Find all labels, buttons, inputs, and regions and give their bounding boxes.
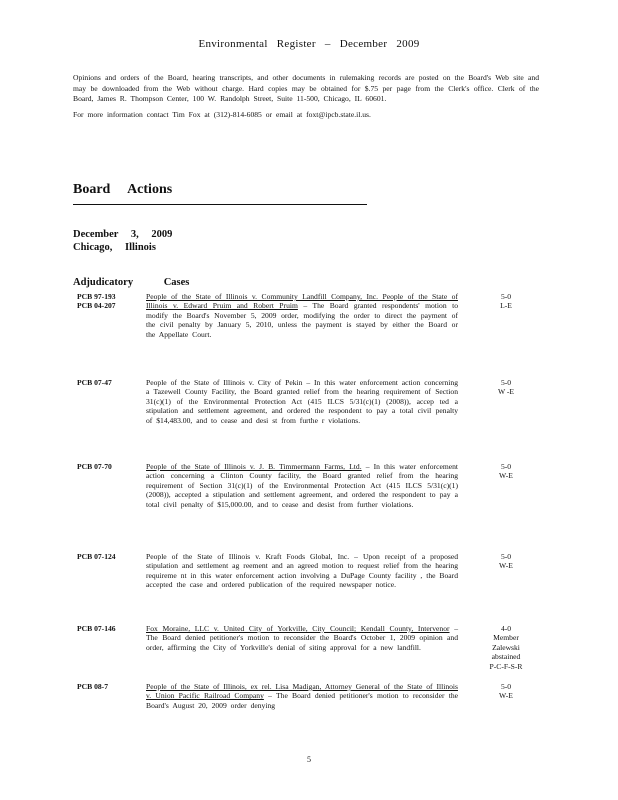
vote-line: 5-0 — [500, 462, 512, 471]
vote-line: Zalewski — [492, 642, 520, 652]
meeting-date: December 3, 2009 — [73, 229, 173, 240]
vote-line: W -E — [497, 387, 515, 397]
case-number: PCB 08-7 — [77, 682, 109, 691]
vote-line: P-C-F-S-R — [489, 661, 523, 671]
cases-heading: Adjudicatory Cases — [73, 277, 190, 288]
case-description — [146, 682, 458, 710]
case-entry — [73, 682, 543, 722]
vote-block — [463, 682, 549, 701]
section-title: Board Actions — [73, 182, 173, 197]
case-entry — [73, 378, 543, 462]
vote-block — [463, 462, 549, 481]
case-number: PCB 07-124 — [77, 552, 116, 561]
page-number: 5 — [307, 755, 311, 764]
vote-line: abstained — [491, 652, 521, 662]
case-number: PCB 07-146 — [77, 624, 116, 633]
case-title: People of the State of Illinois, ex rel. Lisa Madigan, Attorney General of the State of Illinois v. Union Pacific Railroad Company — [146, 682, 458, 701]
case-number: PCB 07-47 — [77, 378, 112, 387]
meeting-location: Chicago, Illinois — [73, 242, 156, 253]
vote-line: Member — [493, 633, 519, 643]
case-entry — [73, 292, 543, 378]
case-entry — [73, 462, 543, 552]
intro-paragraph: Opinions and orders of the Board, hearing transcripts, and other documents in rulemaking records are posted on the Board's Web site and may be downloaded from the Web without charge. Hard copies may be obtained for $.75 per page from the Clerk's office. Clerk of the Board, James R. Thompson Center, 100 W. Randolph Street, Suite 11-500, Chicago, IL 60601. — [73, 73, 539, 103]
case-summary: People of the State of Illinois v. City of Pekin – In this water enforcement action concerning a Tazewell County Facility, the Board granted relief from the hearing requirement of Section 31(c)(1) of the Environmental Protection Act (415 ILCS 5/31(c)(1) (2008)), accep ted a stipulation and settlement agreement, and ordered the respondent to pay a total civil penalty of $14,483.00, and to cease and desi st from furthe r violations. — [146, 378, 458, 425]
vote-block — [463, 552, 549, 571]
meeting-info — [73, 228, 172, 254]
case-number-block — [77, 292, 143, 311]
case-entry — [73, 552, 543, 624]
case-number: PCB 07-70 — [77, 462, 112, 471]
section-rule — [73, 204, 367, 205]
case-title: Fox Moraine, LLC v. United City of Yorkville, City Council; Kendall County, Intervenor — [146, 624, 450, 633]
case-entry — [73, 624, 543, 682]
vote-line: 4-0 — [500, 624, 512, 633]
vote-line: 5-0 — [500, 552, 512, 561]
case-summary: – In this water enforcement action concerning a Clinton County facility, the Board granted relief from the hearing requirement of Section 31(c)(1) of the Environmental Protection Act (415 ILCS 5/31(c)(1) (2008)), accepted a stipulation and settlement agreement, and ordered the respondent to pay a total civil penalty of $15,000.00, and to cease and desist from further violations. — [146, 462, 459, 509]
vote-block — [463, 292, 549, 311]
page-header: Environmental Register – December 2009 — [198, 38, 420, 50]
vote-block — [463, 624, 549, 671]
case-summary: – The Board granted respondents' motion to modify the Board's November 5, 2009 order, modifying the order to direct the payment of the civil penalty by January 5, 2010, unless the payment is stayed by either the Board or the Appellate Court. — [146, 301, 458, 339]
case-list — [73, 292, 543, 722]
vote-line: W-E — [499, 561, 513, 571]
case-number-block — [77, 682, 143, 691]
case-title: People of the State of Illinois v. Community Landfill Company, Inc. People of the State of Illinois v. Edward Pruim and Robert Pruim — [146, 292, 458, 311]
case-description — [146, 462, 458, 509]
vote-line: W-E — [499, 471, 513, 481]
case-description — [146, 292, 458, 339]
intro-block — [73, 73, 539, 125]
vote-line: 5-0 — [500, 292, 512, 301]
case-summary: – The Board denied petitioner's motion to reconsider the Board's October 1, 2009 opinion and order, affirming the City of Yorkville's denial of siting approval for a new landfill. — [146, 624, 458, 652]
vote-line: 5-0 — [500, 378, 512, 387]
case-number: PCB 04-207 — [77, 301, 116, 311]
case-number-block — [77, 624, 143, 633]
case-number-block — [77, 552, 143, 561]
contact-paragraph: For more information contact Tim Fox at (312)-814-6085 or email at foxt@ipcb.state.il.us. — [73, 109, 371, 119]
vote-block — [463, 378, 549, 397]
case-description — [146, 378, 458, 425]
vote-line: W-E — [499, 691, 513, 701]
case-number-block — [77, 462, 143, 471]
case-number: PCB 97-193 — [77, 292, 116, 301]
case-description — [146, 552, 458, 590]
vote-line: L-E — [500, 301, 512, 311]
case-number-block — [77, 378, 143, 387]
case-summary: – The Board denied petitioner's motion to reconsider the Board's August 20, 2009 order denying — [146, 691, 458, 710]
case-summary: People of the State of Illinois v. Kraft Foods Global, Inc. – Upon receipt of a proposed stipulation and settlement ag reement and an agreed motion to request relief from the hearing requireme nt in this water enforcement action involving a DuPage County facility , the Board accepted the case and ordered publication of the required newspaper notice. — [146, 552, 458, 590]
vote-line: 5-0 — [500, 682, 512, 691]
case-description — [146, 624, 458, 652]
case-title: People of the State of Illinois v. J. B. Timmermann Farms, Ltd. — [146, 462, 362, 471]
